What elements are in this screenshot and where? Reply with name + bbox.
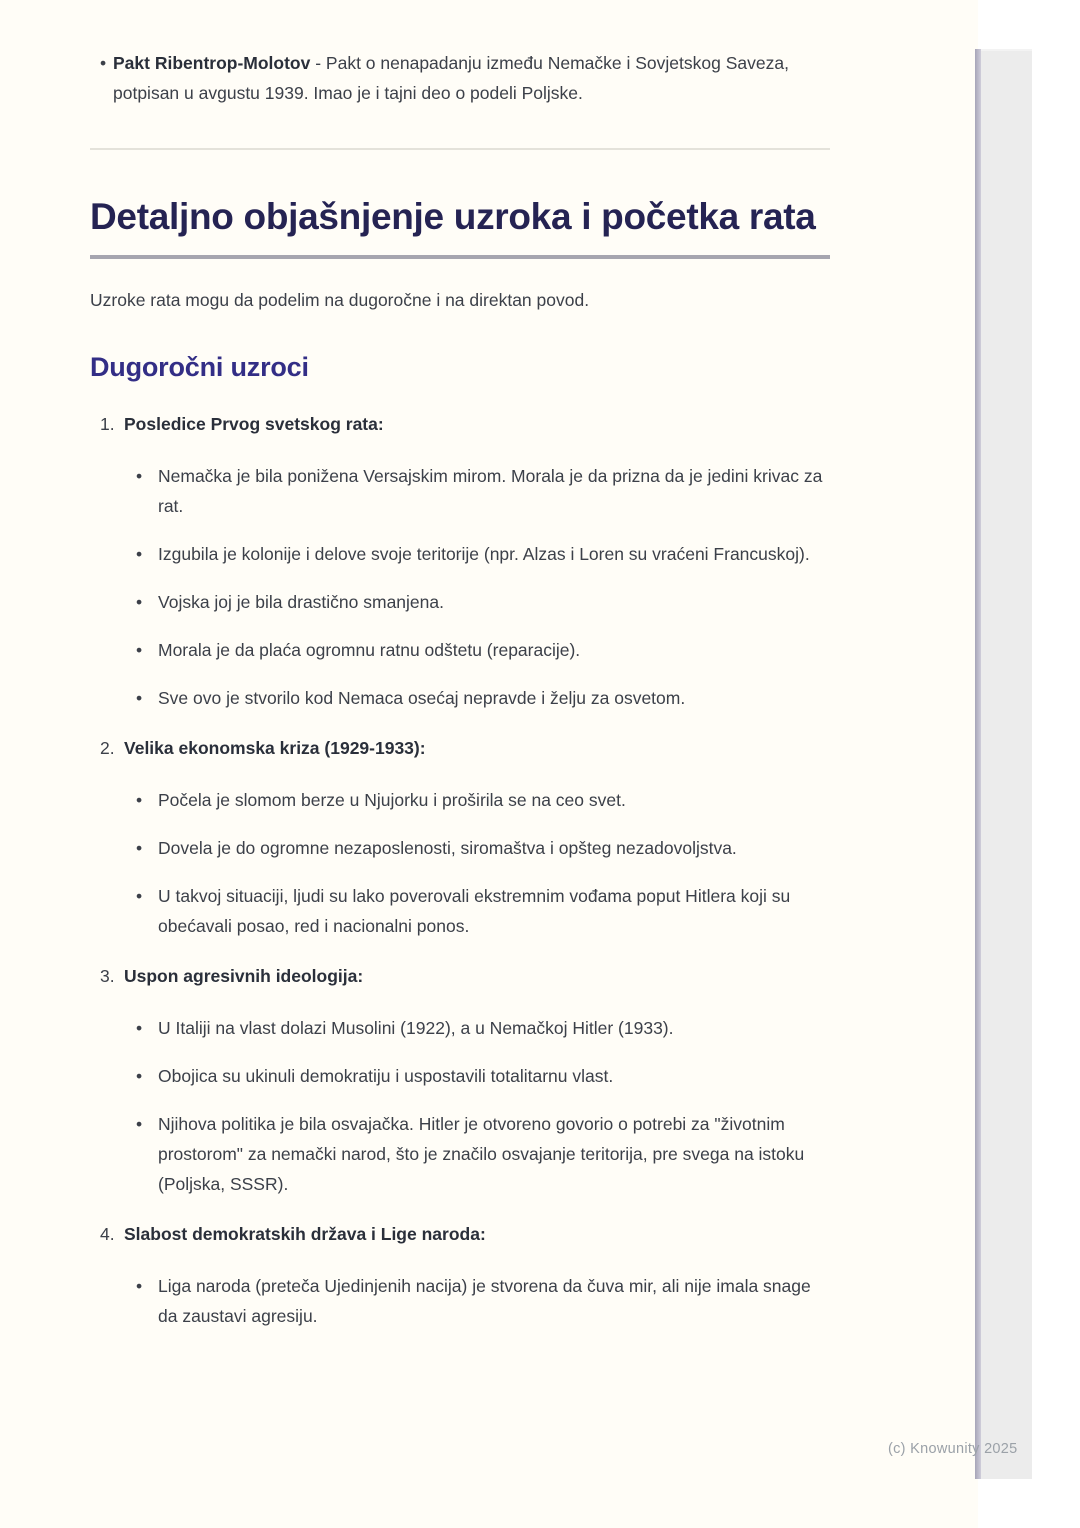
term-label: Pakt Ribentrop-Molotov — [113, 53, 311, 73]
list-item-text: Vojska joj je bila drastično smanjena. — [158, 592, 444, 612]
page-title: Detaljno objašnjenje uzroka i početka rata — [90, 196, 816, 237]
list-item-text: Njihova politika je bila osvajačka. Hitler je otvoreno govorio o potrebi za "životnim prostorom" za nemački narod, što je značilo osvajanje teritorija, pre svega na istoku (Poljska, SSSR). — [158, 1114, 805, 1194]
intro-paragraph: Uzroke rata mogu da podelim na dugoročne i na direktan povod. — [90, 290, 590, 310]
cause-item — [90, 409, 830, 713]
list-item — [136, 833, 830, 863]
list-item — [136, 461, 830, 521]
list-item-text: Obojica su ukinuli demokratiju i uspostavili totalitarnu vlast. — [158, 1066, 614, 1086]
list-item-text: U takvoj situaciji, ljudi su lako poverovali ekstremnim vođama poput Hitlera koji su obećavali posao, red i nacionalni ponos. — [158, 886, 791, 936]
list-item-text: Počela je slomom berze u Njujorku i proširila se na ceo svet. — [158, 790, 626, 810]
cause-points-list — [90, 785, 830, 941]
list-item-text: Nemačka je bila ponižena Versajskim mirom. Morala je da prizna da je jedini krivac za rat. — [158, 466, 823, 516]
cause-title: Slabost demokratskih država i Lige naroda: — [124, 1224, 486, 1244]
cause-number: 2. — [100, 738, 115, 758]
list-item — [136, 1109, 830, 1199]
title-underline-divider — [90, 255, 830, 259]
term-definition: - Pakt o nenapadanju između Nemačke i Sovjetskog Saveza, potpisan u avgustu 1939. Imao je i tajni deo o podeli Poljske. — [113, 53, 789, 103]
list-item — [136, 881, 830, 941]
bullet-icon: • — [136, 1018, 143, 1038]
list-item-text: Sve ovo je stvorilo kod Nemaca osećaj nepravde i želju za osvetom. — [158, 688, 686, 708]
list-item — [136, 785, 830, 815]
cause-heading — [90, 733, 830, 763]
bullet-icon: • — [136, 838, 143, 858]
bullet-icon: • — [136, 688, 143, 708]
list-item-text: Morala je da plaća ogromnu ratnu odštetu (reparacije). — [158, 640, 581, 660]
bullet-icon: • — [136, 886, 143, 906]
cause-number: 3. — [100, 966, 115, 986]
list-item — [136, 587, 830, 617]
list-item — [136, 1061, 830, 1091]
cause-number: 1. — [100, 414, 115, 434]
cause-number: 4. — [100, 1224, 115, 1244]
bullet-icon: • — [136, 1114, 143, 1134]
cause-item — [90, 961, 830, 1199]
list-item — [90, 48, 830, 108]
list-item-text: U Italiji na vlast dolazi Musolini (1922), a u Nemačkoj Hitler (1933). — [158, 1018, 674, 1038]
cause-item — [90, 1219, 830, 1331]
list-item — [136, 683, 830, 713]
cause-title: Uspon agresivnih ideologija: — [124, 966, 364, 986]
bullet-icon: • — [136, 544, 143, 564]
watermark: (c) Knowunity 2025 — [888, 1441, 1018, 1457]
cause-title: Velika ekonomska kriza (1929-1933): — [124, 738, 426, 758]
list-item-text: Liga naroda (preteča Ujedinjenih nacija) je stvorena da čuva mir, ali nije imala snage da zaustavi agresiju. — [158, 1276, 811, 1326]
long-term-causes-list — [90, 409, 830, 1331]
list-item-text — [113, 48, 830, 108]
scrollbar-track[interactable] — [981, 49, 1032, 1479]
bullet-icon: • — [136, 1066, 143, 1086]
list-item-text: Dovela je do ogromne nezaposlenosti, siromaštva i opšteg nezadovoljstva. — [158, 838, 737, 858]
cause-title: Posledice Prvog svetskog rata: — [124, 414, 384, 434]
list-item — [136, 635, 830, 665]
list-item — [136, 1013, 830, 1043]
bullet-icon: • — [100, 53, 107, 73]
cause-points-list — [90, 1271, 830, 1331]
cause-item — [90, 733, 830, 941]
bullet-icon: • — [136, 592, 143, 612]
bullet-icon: • — [136, 640, 143, 660]
bullet-icon: • — [136, 790, 143, 810]
bullet-icon: • — [136, 1276, 143, 1296]
subsection-title: Dugoročni uzroci — [90, 352, 309, 382]
document-content — [90, 0, 830, 1331]
list-item-text: Izgubila je kolonije i delove svoje teritorije (npr. Alzas i Loren su vraćeni Francuskoj). — [158, 544, 810, 564]
cause-heading — [90, 961, 830, 991]
list-item — [136, 1271, 830, 1331]
list-item — [136, 539, 830, 569]
cause-heading — [90, 1219, 830, 1249]
cause-points-list — [90, 461, 830, 713]
cause-points-list — [90, 1013, 830, 1199]
bullet-icon: • — [136, 466, 143, 486]
horizontal-divider — [90, 148, 830, 150]
cause-heading — [90, 409, 830, 439]
